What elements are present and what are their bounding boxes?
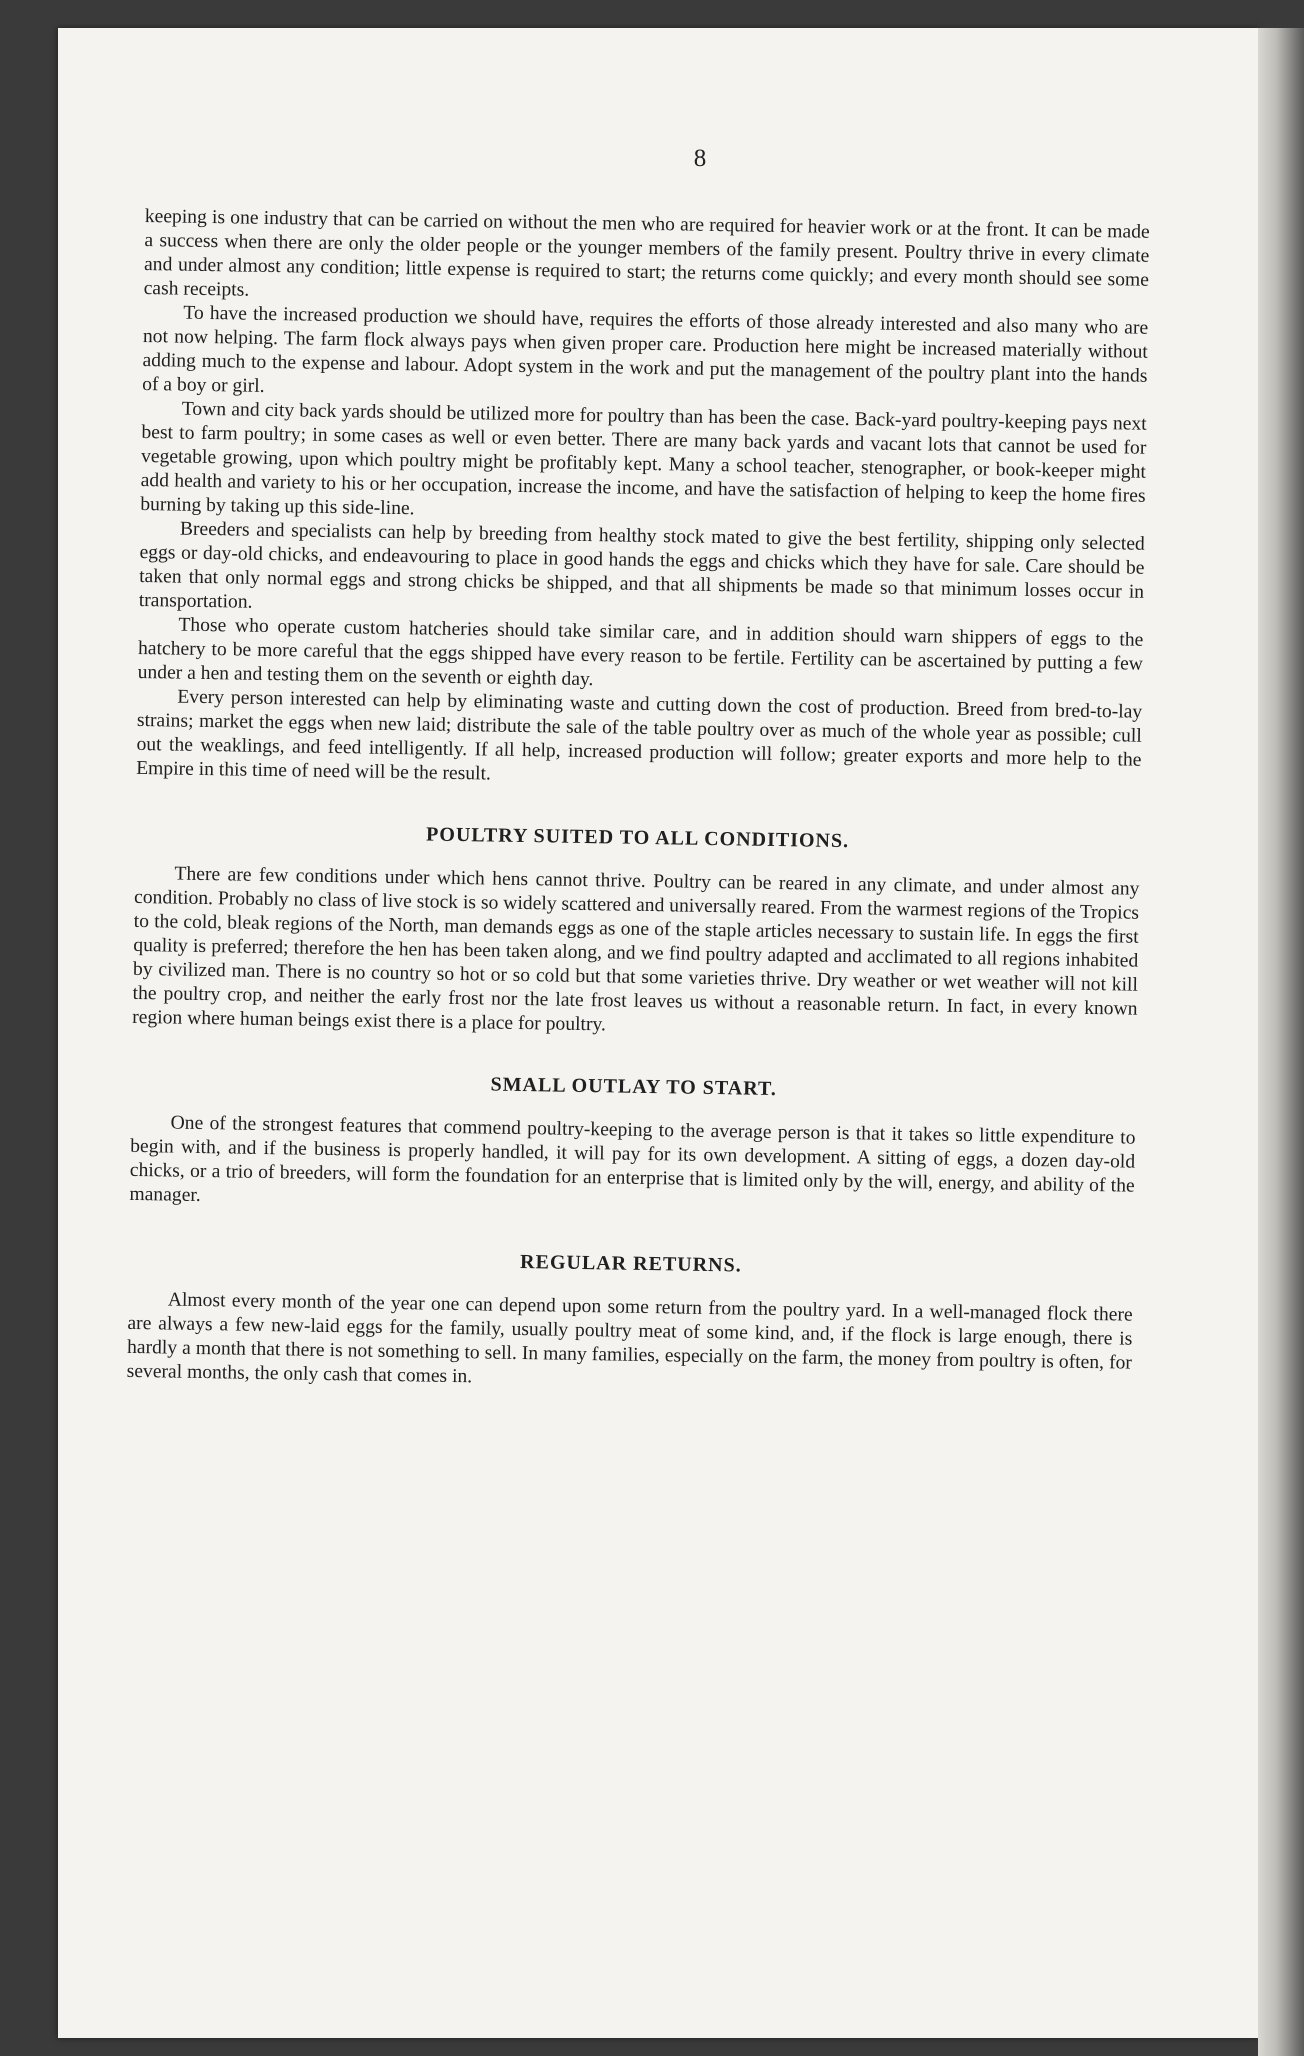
intro-paragraph: Breeders and specialists can help by breeding from healthy stock mated to give the best fertility, shipping only selected eggs or day-old chicks, and endeavouring to place in good hands the eggs and chicks which they have for sale. Care should be taken that only normal eggs and strong chicks be shipped, and that all shipments be made so that minimum losses occur in transportation.: [138, 518, 1145, 613]
intro-paragraph: Every person interested can help by eliminating waste and cutting down the cost of production. Breed from bred-to-lay strains; market the eggs when new laid; distribute the sale of the table poultry over as much of the whole year as possible; cull out the weaklings, and feed intelligently. If all help, increased production will follow; greater exports and more help to the Empire in this time of need will be the result.: [135, 686, 1143, 785]
page-number: 8: [693, 145, 707, 172]
intro-paragraph: Those who operate custom hatcheries should take similar care, and in addition should warn shippers of eggs to the hatchery to be more careful that the eggs shipped have every reason to be fertile. Fertility can be ascertained by putting a few under a hen and testing them on the seventh or eighth day.: [137, 614, 1144, 691]
section-paragraph: One of the strongest features that commend poultry-keeping to the average person is that it takes so little expenditure to begin with, and if the business is properly handled, it will pay for its own development. A sitting of eggs, a dozen day-old chicks, or a trio of breeders, will form the foundation for an enterprise that is limited only by the will, energy, and ability of the manager.: [129, 1112, 1136, 1206]
intro-paragraph: Town and city back yards should be utilized more for poultry than has been the case. Back-yard poultry-keeping pays next best to farm poultry; in some cases as well or even better. There are many back yards and vacant lots that cannot be used for vegetable growing, upon which poultry might be profitably kept. Many a school teacher, stenographer, or book-keeper might add health and variety to his or her occupation, increase the income, and have the satisfaction of helping to keep the home fires burning by taking up this side-line.: [140, 398, 1147, 520]
section-paragraph: There are few conditions under which hens cannot thrive. Poultry can be reared in any climate, and under almost any condition. Probably no class of live stock is so widely scattered and universally reared. From the warmest regions of the Tropics to the cold, bleak regions of the North, man demands eggs as one of the staple articles necessary to sustain life. In eggs the first quality is preferred; therefore the hen has been taken along, and we find poultry adapted and acclimated to all regions inhabited by civilized man. There is no country so hot or so cold but that some varieties thrive. Dry weather or wet weather will not kill the poultry crop, and neither the early frost nor the late frost leaves us without a reasonable return. In fact, in every known region where human beings exist there is a place for poultry.: [132, 863, 1140, 1036]
section-heading-small-outlay: SMALL OUTLAY TO START.: [490, 1073, 777, 1101]
page-content: [126, 205, 1149, 1400]
page-edge-shadow: [1258, 28, 1304, 2056]
section-heading-regular-returns: REGULAR RETURNS.: [519, 1251, 742, 1277]
section-paragraph: Almost every month of the year one can depend upon some return from the poultry yard. In a well-managed flock there are always a few new-laid eggs for the family, usually poultry meat of some kind, and, if the flock is large enough, there is hardly a month that there is not something to sell. In many families, especially on the farm, the money from poultry is often, for several months, the only cash that comes in.: [126, 1289, 1133, 1388]
intro-paragraph: To have the increased production we should have, requires the efforts of those already interested and also many who are not now helping. The farm flock always pays when given proper care. Production here might be increased materially without adding much to the expense and labour. Adopt system in the work and put the management of the poultry plant into the hands of a boy or girl.: [142, 302, 1149, 397]
section-heading-poultry-suited: POULTRY SUITED TO ALL CONDITIONS.: [425, 823, 850, 853]
intro-paragraph: keeping is one industry that can be carried on without the men who are required for heavier work or at the front. It can be made a success when there are only the older people or the younger members of the family present. Poultry thrive in every climate and under almost any condition; little expense is required to start; the returns come quickly; and every month should see some cash receipts.: [143, 205, 1150, 301]
